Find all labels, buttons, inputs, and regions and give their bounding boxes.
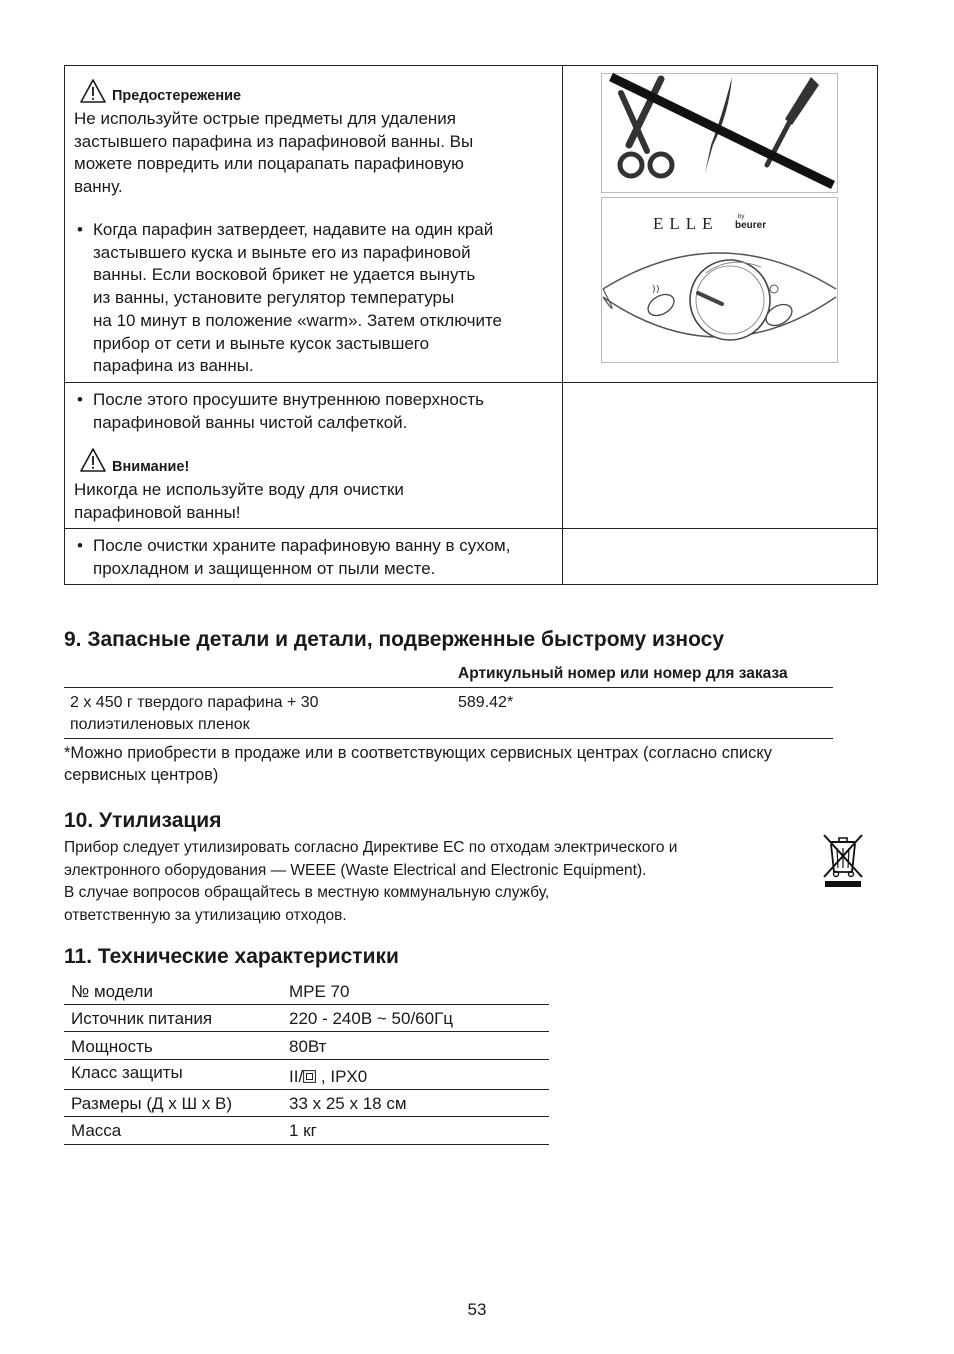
spec-value: 1 кг — [289, 1121, 317, 1140]
text-line: Прибор следует утилизировать согласно Директиве ЕС по отходам электрического и — [64, 839, 678, 856]
spec-value: 33 x 25 x 18 см — [289, 1094, 407, 1113]
parts-item — [70, 692, 319, 736]
text-line: ванну. — [74, 177, 123, 197]
disposal-text — [64, 837, 677, 927]
spec-row — [64, 978, 549, 1005]
table-divider-vertical — [562, 65, 563, 585]
parts-footnote — [64, 742, 772, 786]
bullet-text — [93, 219, 502, 378]
spec-row — [64, 1005, 549, 1032]
text-line: прохладном и защищенном от пыли месте. — [93, 558, 436, 578]
text-line: После этого просушите внутреннюю поверхность — [93, 390, 484, 409]
spec-row — [64, 1090, 549, 1117]
warning-text — [74, 108, 473, 199]
text-line: ответственную за утилизацию отходов. — [64, 906, 347, 924]
spec-value-pre: II/ — [289, 1067, 304, 1086]
table-divider-row2 — [64, 528, 878, 529]
parts-bottom-rule — [64, 738, 833, 739]
spec-row — [64, 1033, 549, 1060]
spec-row — [64, 1117, 549, 1145]
text-line: парафиновой ванны! — [74, 502, 241, 522]
temperature-dial — [690, 260, 770, 340]
spec-row — [64, 1060, 549, 1090]
device-maker: beurer — [735, 220, 767, 231]
attention-title: Внимание! — [112, 459, 190, 475]
bullet-marker: • — [77, 390, 83, 409]
table-divider-row1 — [64, 382, 878, 383]
spec-key: Источник питания — [71, 1009, 213, 1028]
spec-value: 80Вт — [289, 1037, 327, 1056]
parts-header-rule — [64, 687, 833, 688]
spec-key: Размеры (Д х Ш х В) — [71, 1094, 233, 1113]
warning-triangle-icon — [79, 78, 107, 104]
text-line: застывшего куска и выньте его из парафиновой — [93, 242, 471, 262]
bullet-text — [93, 535, 510, 580]
text-line: *Можно приобрести в продаже или в соответствующих сервисных центрах (согласно списку — [64, 744, 773, 762]
text-line: парафиновой ванны чистой салфеткой. — [93, 412, 408, 432]
spec-key: Мощность — [71, 1037, 153, 1056]
parts-column-header: Артикульный номер или номер для заказа — [458, 665, 788, 682]
text-line: полиэтиленовых пленок — [70, 716, 250, 733]
text-line: ванны. Если восковой брикет не удается вынуть — [93, 265, 476, 285]
text-line: можете повредить или поцарапать парафиновую — [74, 154, 464, 174]
spec-value: MPE 70 — [289, 982, 350, 1001]
spec-key: Масса — [71, 1121, 122, 1140]
text-line: сервисных центров) — [64, 766, 219, 784]
text-line: застывшего парафина из парафиновой ванны. Вы — [74, 131, 474, 151]
text-line: Когда парафин затвердеет, надавите на один край — [93, 220, 494, 239]
warning-title: Предостережение — [112, 88, 242, 104]
no-sharp-tools-illustration — [601, 73, 838, 193]
device-panel-illustration — [601, 197, 838, 363]
bullet-marker: • — [77, 536, 83, 555]
device-brand: ELLE — [653, 214, 719, 233]
text-line: 2 x 450 г твердого парафина + 30 — [70, 694, 319, 711]
spec-value-post: , IPX0 — [316, 1067, 368, 1086]
text-line: В случае вопросов обращайтесь в местную коммунальную службу, — [64, 884, 550, 901]
weee-crossed-bin-icon — [821, 832, 865, 890]
text-line: Не используйте острые предметы для удаления — [74, 109, 456, 128]
device-by: by — [738, 214, 745, 220]
section9-title: 9. Запасные детали и детали, подверженные быстрому износу — [64, 628, 724, 651]
spec-value: 220 - 240В ~ 50/60Гц — [289, 1009, 454, 1028]
text-line: После очистки храните парафиновую ванну в сухом, — [93, 536, 511, 555]
text-line: прибор от сети и выньте кусок застывшего — [93, 333, 430, 353]
spec-value — [289, 1067, 367, 1087]
section10-title: 10. Утилизация — [64, 809, 222, 832]
text-line: на 10 минут в положение «warm». Затем отключите — [93, 310, 502, 330]
warning-triangle-icon — [79, 447, 107, 473]
spec-key: Класс защиты — [71, 1063, 183, 1082]
text-line: из ванны, установите регулятор температуры — [93, 288, 455, 308]
text-line: электронного оборудования — WEEE (Waste Electrical and Electronic Equipment). — [64, 861, 647, 879]
bullet-text — [93, 389, 484, 434]
spec-key: № модели — [71, 982, 153, 1001]
page-number: 53 — [467, 1300, 487, 1319]
section11-title: 11. Технические характеристики — [64, 945, 399, 968]
parts-item-number: 589.42* — [458, 694, 514, 711]
text-line: Никогда не используйте воду для очистки — [74, 480, 404, 499]
text-line: парафина из ванны. — [93, 356, 254, 376]
double-insulation-icon — [303, 1070, 316, 1083]
bullet-marker: • — [77, 220, 83, 239]
attention-text — [74, 479, 404, 524]
